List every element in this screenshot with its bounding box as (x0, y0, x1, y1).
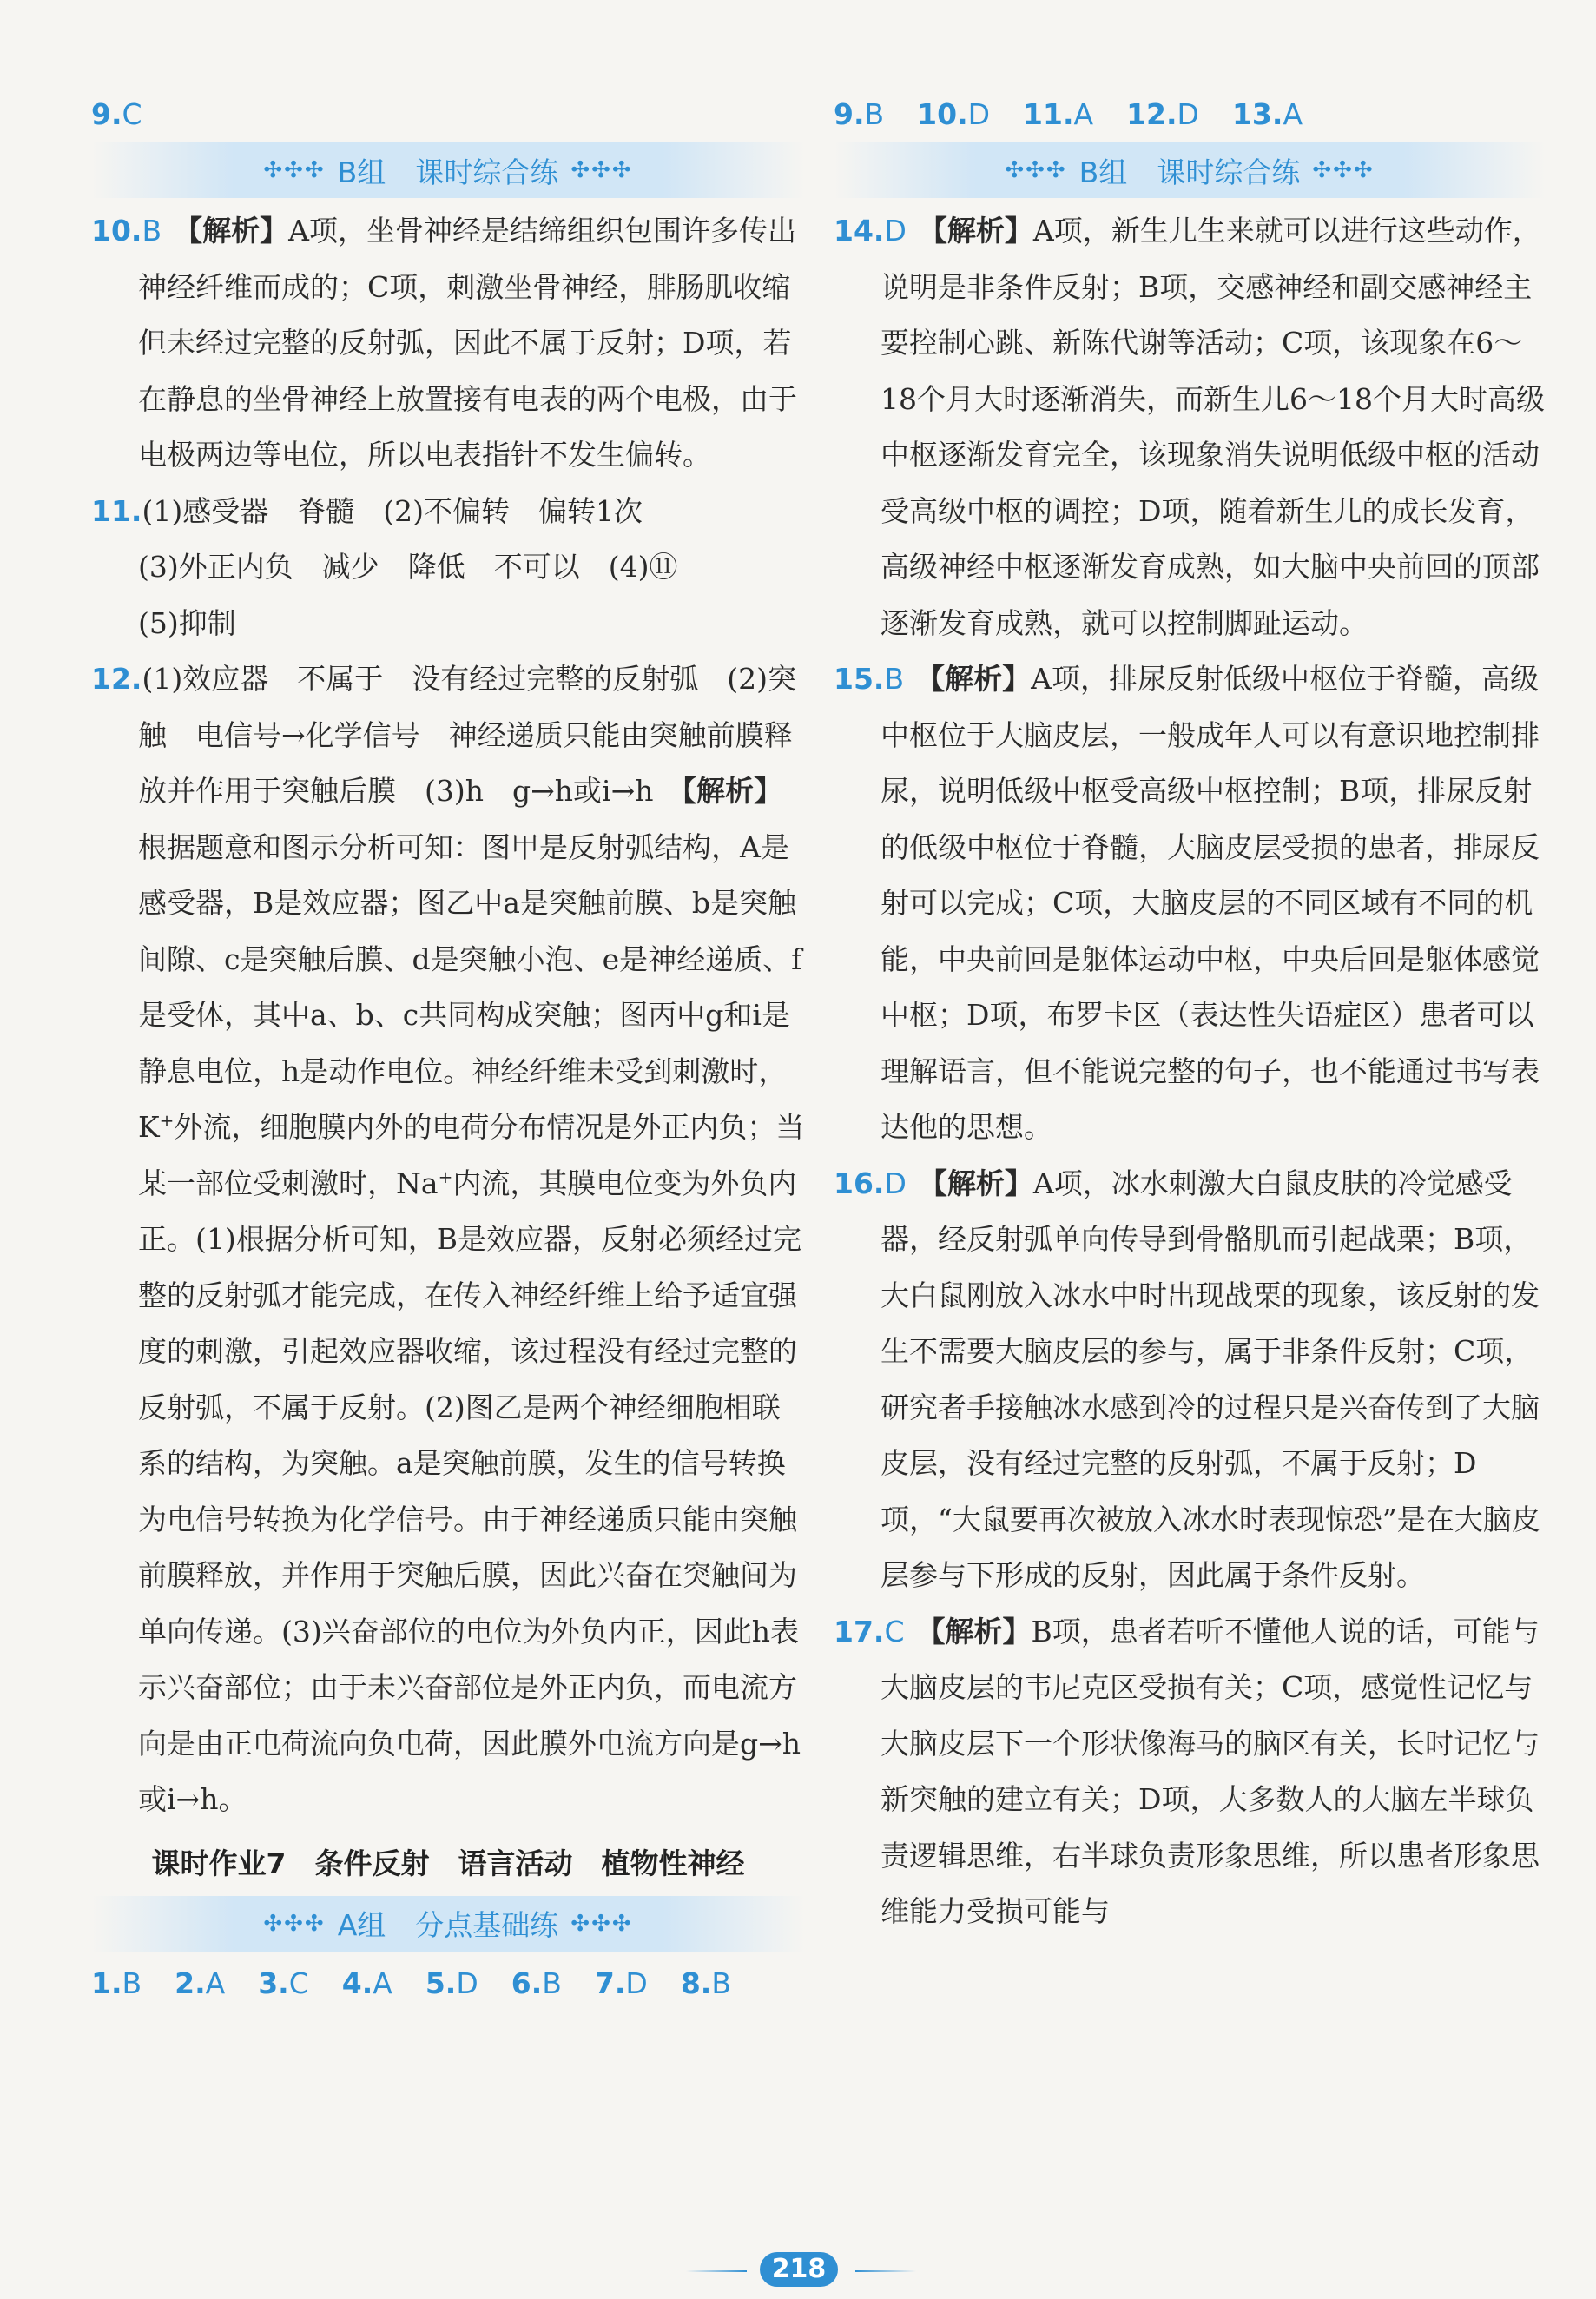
decor-dots-icon: ✣✣✣ (263, 1910, 326, 1937)
answer-line: (3)外正内负 减少 降低 不可以 (4)⑪ (138, 550, 678, 584)
question-number: 14. (834, 214, 885, 248)
group-title: 课时综合练 (415, 155, 559, 189)
question-number: 3. (258, 1966, 289, 2000)
question-number: 2. (175, 1966, 206, 2000)
superscript: + (159, 1110, 175, 1131)
answer-letter: B (864, 96, 885, 131)
question-17 (834, 1604, 1546, 1940)
analysis-tag: 【解析】 (918, 214, 1033, 248)
question-10 (91, 203, 805, 484)
answer-item (681, 1966, 731, 2000)
answer-letter: D (456, 1966, 478, 2000)
question-number: 9. (91, 96, 122, 131)
answer-item (595, 1966, 648, 2000)
page-number-decor-right (855, 2270, 916, 2272)
question-number: 12. (1126, 96, 1177, 131)
question-number: 9. (834, 96, 865, 131)
answer-item (834, 97, 884, 131)
question-14 (834, 203, 1546, 651)
answer-item (175, 1966, 225, 2000)
question-number: 4. (341, 1966, 373, 2000)
lesson-title: 课时作业7 条件反射 语言活动 植物性神经 (151, 1846, 745, 1880)
answer-line: (5)抑制 (138, 605, 236, 640)
answer-letter: A (1073, 96, 1094, 131)
answer-letter: D (884, 1166, 907, 1200)
answer-letter: B (884, 662, 905, 696)
question-number: 10. (917, 96, 968, 131)
answer-letter: A (373, 1966, 392, 2000)
decor-dots-icon: ✣✣✣ (1005, 157, 1067, 183)
answer-item (425, 1966, 478, 2000)
answer-letter: B (122, 1966, 142, 2000)
analysis-tag: 【解析】 (682, 774, 782, 808)
answer-letter: B (711, 1966, 731, 2000)
question-number: 16. (834, 1166, 885, 1200)
answer-item (91, 1966, 142, 2000)
answer-item (917, 97, 990, 131)
analysis-tag: 【解析】 (916, 662, 1032, 696)
question-number: 12. (91, 662, 142, 696)
question-number: 7. (594, 1966, 626, 2000)
question-number: 15. (834, 662, 885, 696)
analysis-text: 外流，细胞膜内外的电荷分布情况是外正内负；当某一部位受刺激时，Na (138, 1110, 805, 1200)
analysis-text: A项，排尿反射低级中枢位于脊髓，高级中枢位于大脑皮层，一般成年人可以有意识地控制排尿，说明低级中枢受高级中枢控制；B项，排尿反射的低级中枢位于脊髓，大脑皮层受损的患者，排尿反射可以完成；C项，大脑皮层的不同区域有不同的机能，中央前回是躯体运动中枢，中央后回是躯体感觉中枢；D项，布罗卡区（表达性失语症区）患者可以理解语言，但不能说完整的句子，也不能通过书写表达他的思想。 (880, 662, 1540, 1144)
question-number: 8. (680, 1966, 712, 2000)
question-number: 1. (91, 1966, 122, 2000)
question-number: 5. (425, 1966, 457, 2000)
question-number: 11. (91, 493, 142, 528)
question-number: 10. (91, 214, 142, 248)
decor-dots-icon: ✣✣✣ (570, 1910, 633, 1937)
answer-item (1232, 97, 1303, 131)
answer-item (1023, 97, 1093, 131)
answer-letter: D (967, 96, 991, 131)
question-number: 17. (834, 1614, 885, 1648)
decor-dots-icon: ✣✣✣ (1312, 157, 1375, 183)
answer-q9 (91, 97, 142, 131)
question-11 (91, 484, 805, 652)
analysis-tag: 【解析】 (918, 1166, 1033, 1200)
page-number-text: 218 (760, 2252, 839, 2287)
answer-item (1126, 97, 1199, 131)
page-number (755, 2250, 842, 2289)
decor-dots-icon: ✣✣✣ (263, 157, 326, 183)
analysis-text: B项，患者若听不懂他人说的话，可能与大脑皮层的韦尼克区受损有关；C项，感觉性记忆与大脑皮层下一个形状像海马的脑区有关，长时记忆与新突触的建立有关；D项，大多数人的大脑左半球负责逻辑思维，右半球负责形象思维，所以患者形象思维能力受损可能与 (880, 1614, 1540, 1928)
answer-letter: B (142, 214, 162, 248)
answer-letter: A (1283, 96, 1303, 131)
answer-row-a (91, 1957, 805, 2011)
analysis-text: A项，坐骨神经是结缔组织包围许多传出神经纤维而成的；C项，刺激坐骨神经，腓肠肌收缩但未经过完整的反射弧，因此不属于反射；D项，若在静息的坐骨神经上放置接有电表的两个电极，由于电极两边等电位，所以电表指针不发生偏转。 (138, 214, 797, 472)
answer-item (258, 1966, 309, 2000)
answer-letter: B (542, 1966, 562, 2000)
analysis-text: 内流，其膜电位变为外负内正。(1)根据分析可知，B是效应器，反射必须经过完整的反射弧才能完成，在传入神经纤维上给予适宜强度的刺激，引起效应器收缩，该过程没有经过完整的反射弧，不属于反射。(2)图乙是两个神经细胞相联系的结构，为突触。a是突触前膜，发生的信号转换为电信号转换为化学信号。由于神经递质只能由突触前膜释放，并作用于突触后膜，因此兴奋在突触间为单向传递。(3)兴奋部位的电位为外负内正，因此h表示兴奋部位；由于未兴奋部位是外正内负，而电流方向是由正电荷流向负电荷，因此膜外电流方向是g→h或i→h。 (138, 1166, 801, 1816)
group-a-banner (91, 1896, 805, 1952)
analysis-tag: 【解析】 (916, 1614, 1032, 1648)
answer-item (342, 1966, 392, 2000)
group-title: 课时综合练 (1157, 155, 1301, 189)
left-column (91, 87, 805, 2011)
group-title: 分点基础练 (415, 1908, 559, 1942)
answer-letter: D (884, 214, 907, 248)
answer-item (511, 1966, 562, 2000)
answer-letter: C (884, 1614, 905, 1648)
group-b-banner (91, 142, 805, 198)
page-number-decor-left (686, 2270, 747, 2272)
analysis-tag: 【解析】 (174, 214, 289, 248)
question-number: 11. (1023, 96, 1074, 131)
answer-text: (1)效应器 不属于 没有经过完整的反射弧 (2)突触 电信号→化学信号 神经递质只能由突触前膜释放并作用于突触后膜 (3)h g→h或i→h (138, 662, 796, 808)
question-number: 6. (511, 1966, 543, 2000)
group-name: B组 (337, 155, 386, 189)
answer-letter: A (205, 1966, 226, 2000)
group-b-banner (834, 142, 1546, 198)
analysis-text: 根据题意和图示分析可知：图甲是反射弧结构，A是感受器，B是效应器；图乙中a是突触前膜、b是突触间隙、c是突触后膜、d是突触小泡、e是神经递质、f是受体，其中a、b、c共同构成突触；图丙中g和i是静息电位，h是动作电位。神经纤维未受到刺激时，K (138, 829, 802, 1144)
answer-line: (1)感受器 脊髓 (2)不偏转 偏转1次 (142, 493, 643, 528)
right-column (834, 87, 1546, 1940)
answer-letter: D (625, 1966, 648, 2000)
answer-letter: C (122, 96, 142, 131)
answer-row-top (834, 87, 1546, 141)
analysis-text: A项，新生儿生来就可以进行这些动作，说明是非条件反射；B项，交感神经和副交感神经主要控制心跳、新陈代谢等活动；C项，该现象在6～18个月大时逐渐消失，而新生儿6～18个月大时高级中枢逐渐发育完全，该现象消失说明低级中枢的活动受高级中枢的调控；D项，随着新生儿的成长发育，高级神经中枢逐渐发育成熟，如大脑中央前回的顶部逐渐发育成熟，就可以控制脚趾运动。 (880, 214, 1545, 640)
question-15 (834, 651, 1546, 1156)
decor-dots-icon: ✣✣✣ (570, 157, 633, 183)
analysis-text: A项，冰水刺激大白鼠皮肤的冷觉感受器，经反射弧单向传导到骨骼肌而引起战栗；B项，大白鼠刚放入冰水中时出现战栗的现象，该反射的发生不需要大脑皮层的参与，属于非条件反射；C项，研究者手接触冰水感到冷的过程只是兴奋传到了大脑皮层，没有经过完整的反射弧，不属于反射；D项，“大鼠要再次被放入冰水时表现惊恐”是在大脑皮层参与下形成的反射，因此属于条件反射。 (880, 1166, 1540, 1592)
group-name: A组 (337, 1908, 386, 1942)
question-16 (834, 1156, 1546, 1604)
group-name: B组 (1078, 155, 1128, 189)
answer-letter: C (288, 1966, 309, 2000)
superscript: + (438, 1166, 453, 1187)
answer-letter: D (1177, 96, 1199, 131)
answer-row-q9 (91, 87, 805, 141)
question-number: 13. (1231, 96, 1283, 131)
question-12 (91, 651, 805, 1828)
